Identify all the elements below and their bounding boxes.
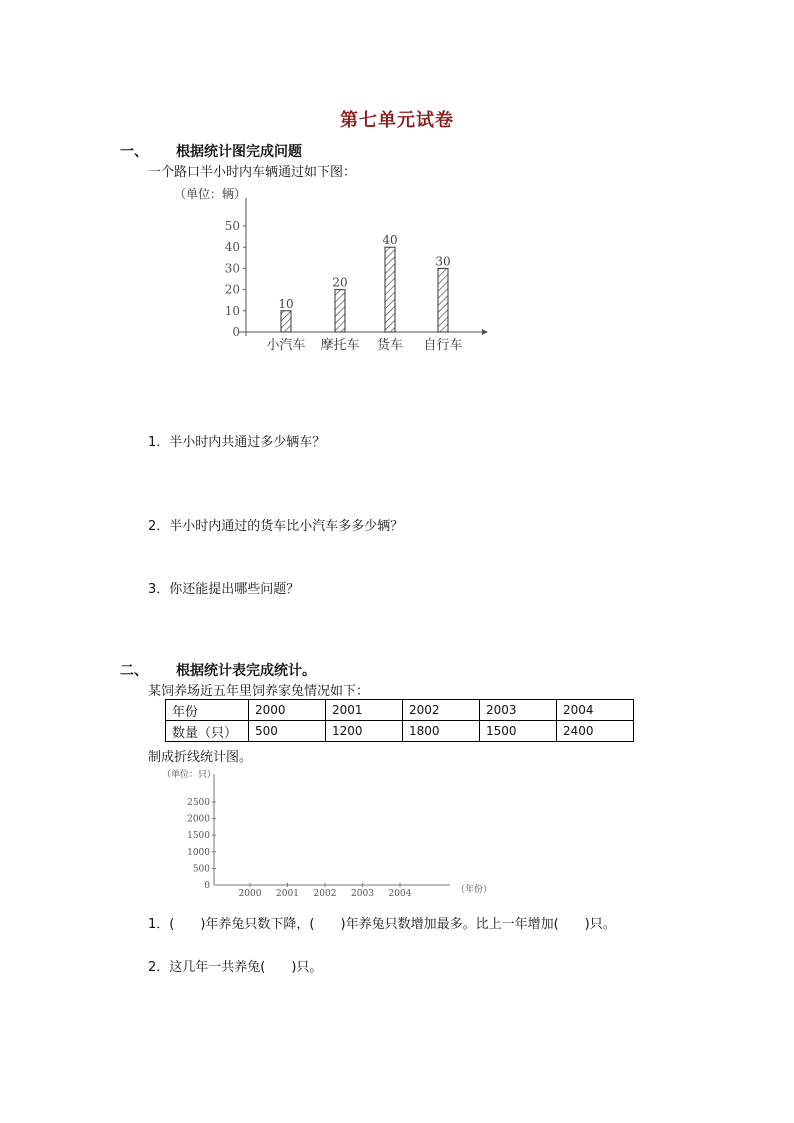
rabbit-data-table: [165, 699, 634, 742]
bar-2: [385, 247, 395, 332]
bar-3: [438, 268, 448, 332]
s2-question-2: [148, 956, 322, 975]
table-cell-count: 1200: [326, 721, 403, 742]
line-chart-x-tick-label: 2004: [388, 889, 412, 899]
line-chart-y-tick-label: 500: [192, 864, 210, 875]
bar-category-label: 摩托车: [320, 338, 360, 353]
line-chart-x-label: （年份）: [456, 885, 493, 895]
line-chart-y-tick-label: 2000: [187, 814, 210, 825]
table-cell-year: 2002: [403, 700, 480, 721]
bar-data-label: 10: [278, 296, 294, 311]
s1-question-1-text: 半小时内共通过多少辆车？: [169, 435, 326, 450]
s1-question-3: [148, 578, 299, 597]
s2-question-1-text: ( )年养兔只数下降，( )年养兔只数增加最多。比上一年增加( )只。: [169, 917, 616, 932]
bar-data-label: 20: [332, 275, 348, 290]
bar-chart-y-tick-label: 30: [224, 261, 240, 276]
table-cell-year: 2004: [557, 700, 634, 721]
line-chart-x-tick-label: 2000: [238, 889, 262, 899]
s1-question-3-num: 3．: [148, 582, 170, 597]
bar-0: [281, 311, 291, 332]
s2-question-1: [148, 913, 616, 932]
s1-question-2-text: 半小时内通过的货车比小汽车多多少辆？: [169, 519, 404, 534]
section1-heading: 根据统计图完成问题: [176, 144, 302, 160]
s1-question-1: [148, 431, 325, 450]
bar-chart-y-tick-label: 20: [224, 282, 240, 297]
section2-number: 二、: [120, 663, 148, 679]
section2-heading: 根据统计表完成统计。: [176, 663, 316, 679]
bar-category-label: 货车: [376, 338, 404, 353]
bar-data-label: 40: [382, 233, 398, 248]
s1-question-2: [148, 515, 403, 534]
table-cell-count: 500: [249, 721, 326, 742]
make-chart-instruction: 制成折线统计图。: [148, 750, 253, 765]
line-chart-y-tick-label: 1500: [187, 831, 210, 842]
line-chart-x-tick-label: 2003: [351, 889, 374, 899]
table-header-count: 数量（只）: [166, 721, 249, 742]
table-cell-year: 2000: [249, 700, 326, 721]
vehicle-bar-chart: [160, 180, 500, 360]
bar-category-label: 自行车: [423, 338, 463, 353]
table-cell-count: 1800: [403, 721, 480, 742]
bar-chart-y-tick-label: 40: [224, 240, 240, 255]
bar-chart-y-tick-label: 50: [224, 219, 240, 233]
line-chart-unit-label: （单位：只）: [162, 770, 217, 780]
s2-question-2-text: 这几年一共养兔( )只。: [169, 960, 323, 975]
bar-chart-x-arrow: [482, 329, 488, 335]
table-row-years: [166, 700, 634, 721]
table-cell-count: 2400: [557, 721, 634, 742]
bar-chart-y-tick-label: 10: [224, 303, 240, 318]
bar-category-label: 小汽车: [266, 338, 306, 353]
line-chart-x-tick-label: 2001: [276, 889, 299, 899]
s2-question-1-num: 1．: [148, 917, 170, 932]
bar-chart-unit-label: （单位：辆）: [174, 187, 247, 201]
s1-question-1-num: 1．: [148, 435, 170, 450]
section1-intro: 一个路口半小时内车辆通过如下图：: [148, 165, 357, 180]
line-chart-y-tick-label: 0: [204, 881, 210, 891]
section1-number: 一、: [120, 144, 148, 160]
section2-intro: 某饲养场近五年里饲养家兔情况如下：: [148, 684, 370, 699]
table-row-counts: [166, 721, 634, 742]
table-cell-count: 1500: [480, 721, 557, 742]
s1-question-3-text: 你还能提出哪些问题？: [169, 582, 300, 597]
bar-1: [335, 290, 345, 332]
table-header-year: 年份: [166, 700, 249, 721]
table-cell-year: 2003: [480, 700, 557, 721]
page-title: 第七单元试卷: [340, 110, 454, 131]
line-chart-x-tick-label: 2002: [313, 889, 337, 899]
line-chart-y-tick-label: 1000: [187, 847, 210, 858]
s1-question-2-num: 2．: [148, 519, 170, 534]
bar-chart-y-tick-label: 0: [232, 325, 240, 339]
s2-question-2-num: 2．: [148, 960, 170, 975]
bar-data-label: 30: [435, 254, 451, 269]
rabbit-line-chart: [150, 762, 500, 902]
line-chart-y-tick-label: 2500: [187, 798, 210, 808]
table-cell-year: 2001: [326, 700, 403, 721]
